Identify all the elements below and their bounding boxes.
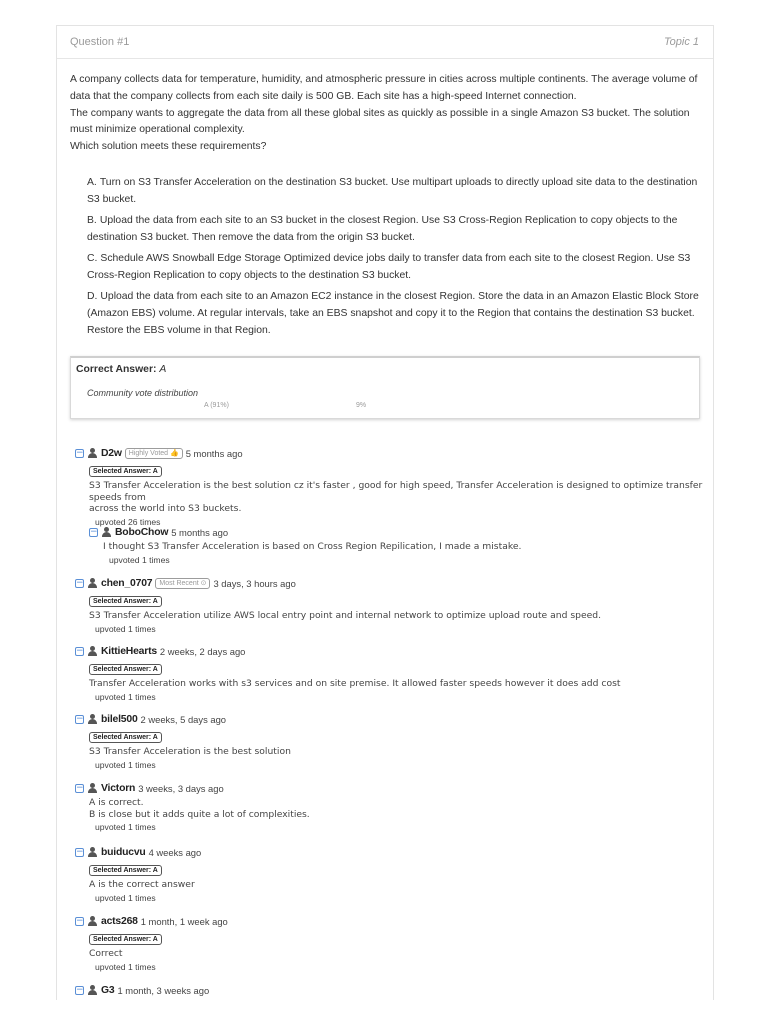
comment xyxy=(75,446,714,527)
comment-line: Transfer Acceleration works with s3 services and on site premise. It allowed faster speeds however it does add cost xyxy=(89,678,621,689)
vote-bar-other: 9% xyxy=(356,402,367,409)
upvote-count: upvoted 1 times xyxy=(109,554,170,565)
comment-header xyxy=(75,446,714,460)
comment-time: 2 weeks, 5 days ago xyxy=(140,713,227,725)
correct-answer-value: A xyxy=(159,364,167,375)
user-icon xyxy=(88,578,97,588)
upvote-count: upvoted 1 times xyxy=(95,892,156,903)
comment-header xyxy=(89,525,699,539)
comment-body xyxy=(89,797,695,820)
comment-body xyxy=(89,678,695,690)
comment xyxy=(75,576,695,634)
comment-line: S3 Transfer Acceleration is the best solution xyxy=(89,746,291,757)
question-paragraph: The company wants to aggregate the data from all these global sites as quickly as possible in a single Amazon S3 bucket. The solution must minimize operational complexity. xyxy=(70,107,690,136)
comment xyxy=(75,845,695,903)
upvote-count: upvoted 1 times xyxy=(95,822,156,832)
comment xyxy=(75,781,695,832)
comment-line: B is close but it adds quite a lot of complexities. xyxy=(89,808,310,820)
user-icon xyxy=(88,646,97,656)
comment-line: S3 Transfer Acceleration utilize AWS local entry point and internal network to optimize upload route and speed. xyxy=(89,610,602,621)
question-card xyxy=(56,25,714,1000)
comment-username[interactable]: G3 xyxy=(101,984,115,996)
comment-header xyxy=(75,712,695,726)
collapse-icon[interactable]: − xyxy=(90,526,98,537)
upvote-count: upvoted 1 times xyxy=(95,759,156,770)
comment-time: 5 months ago xyxy=(185,447,243,459)
comment-body xyxy=(89,610,695,622)
comment-username[interactable]: D2w xyxy=(101,447,122,459)
comment-username[interactable]: buiducvu xyxy=(101,846,146,858)
comment-time: 2 weeks, 2 days ago xyxy=(159,645,246,657)
vote-bar-a: A (91%) xyxy=(204,402,229,409)
comment-body xyxy=(103,541,699,553)
comment-header xyxy=(75,644,695,658)
comments-section xyxy=(57,26,713,1000)
choice-text: Schedule AWS Snowball Edge Storage Optimized device jobs daily to transfer data from each site to the closest Region. Use S3 Cross-Region Replication to copy objects to the destination S3 bucket. xyxy=(87,252,691,281)
selected-answer-badge: Selected Answer: A xyxy=(89,664,162,675)
comment-username[interactable]: Victorn xyxy=(101,782,136,794)
comment-header xyxy=(75,914,695,928)
comment xyxy=(75,914,695,972)
comment-body xyxy=(89,480,714,515)
comment-header xyxy=(75,576,695,590)
comment-username[interactable]: BoboChow xyxy=(115,526,169,538)
question-paragraph: A company collects data for temperature, humidity, and atmospheric pressure in cities across multiple continents. The average volume of data that the company collects from each site daily is 500 GB. Each site has a high-speed Internet connection. xyxy=(70,74,698,102)
selected-answer-badge: Selected Answer: A xyxy=(89,865,162,876)
collapse-icon[interactable]: − xyxy=(76,782,84,793)
selected-answer-badge: Selected Answer: A xyxy=(89,732,162,743)
selected-answer-badge: Selected Answer: A xyxy=(89,934,162,945)
most-recent-badge: Most Recent ⊙ xyxy=(155,578,210,589)
collapse-icon[interactable]: − xyxy=(76,645,84,656)
question-number: Question #1 xyxy=(70,36,130,48)
collapse-icon[interactable]: − xyxy=(76,846,84,857)
comment-line: A is correct. xyxy=(89,797,144,808)
user-icon xyxy=(88,985,97,995)
collapse-icon[interactable]: − xyxy=(76,713,84,724)
choice-text: Upload the data from each site to an S3 bucket in the closest Region. Use S3 Cross-Region Replication to copy objects to the destination S3 bucket. Then remove the data from the origin S3 bucket. xyxy=(87,214,678,243)
comment-header xyxy=(75,845,695,859)
user-icon xyxy=(88,916,97,926)
comment xyxy=(75,712,695,770)
comment-username[interactable]: bilel500 xyxy=(101,713,138,725)
highly-voted-badge: Highly Voted 👍 xyxy=(125,448,183,459)
user-icon xyxy=(88,847,97,857)
choice-letter: C. xyxy=(87,252,98,264)
comment-line: S3 Transfer Acceleration is the best solution cz it's faster , good for high speed, Transfer Acceleration is designed to optimize transfer speeds from xyxy=(89,480,703,503)
comment-body xyxy=(89,879,695,891)
choice-letter: D. xyxy=(87,290,98,302)
choice-letter: A. xyxy=(87,177,97,188)
comment xyxy=(75,983,695,997)
selected-answer-badge: Selected Answer: A xyxy=(89,466,162,477)
user-icon xyxy=(88,714,97,724)
correct-answer-label: Correct Answer: xyxy=(76,364,157,375)
comment-time: 5 months ago xyxy=(171,526,229,538)
comment-line: A is the correct answer xyxy=(89,879,195,890)
choice-letter: B. xyxy=(87,214,97,226)
comment-time: 3 days, 3 hours ago xyxy=(213,577,296,589)
comment-time: 1 month, 1 week ago xyxy=(140,915,228,927)
comment-line: I thought S3 Transfer Acceleration is based on Cross Region Repilication, I made a mistake. xyxy=(103,541,522,552)
vote-distribution-title: Community vote distribution xyxy=(87,388,199,398)
selected-answer-badge: Selected Answer: A xyxy=(89,596,162,607)
comment-header xyxy=(75,781,695,795)
comment-time: 1 month, 3 weeks ago xyxy=(117,984,210,996)
choice-text: Upload the data from each site to an Amazon EC2 instance in the closest Region. Store the data in an Amazon Elastic Block Store (Amazon EBS) volume. At regular intervals, take an EBS snapshot and copy it to the Region that contains the destination S3 bucket. Restore the EBS volume in that Region. xyxy=(87,290,699,336)
comment-reply xyxy=(89,525,699,565)
user-icon xyxy=(88,448,97,458)
comment-body xyxy=(89,948,695,960)
comment-body xyxy=(89,746,695,758)
collapse-icon[interactable]: − xyxy=(76,915,84,926)
comment-time: 4 weeks ago xyxy=(148,846,202,858)
upvote-count: upvoted 1 times xyxy=(95,691,156,702)
user-icon xyxy=(102,527,111,537)
comment-username[interactable]: KittieHearts xyxy=(101,645,157,657)
comment-line: Correct xyxy=(89,948,123,959)
upvote-count: upvoted 1 times xyxy=(95,623,156,634)
question-paragraph: Which solution meets these requirements? xyxy=(70,141,267,153)
choice-text: Turn on S3 Transfer Acceleration on the destination S3 bucket. Use multipart uploads to directly upload site data to the destination S3 bucket. xyxy=(87,177,698,205)
topic-label: Topic 1 xyxy=(663,36,699,48)
comment-username[interactable]: chen_0707 xyxy=(101,577,153,589)
upvote-count: upvoted 26 times xyxy=(95,516,161,527)
comment-line: across the world into S3 buckets. xyxy=(89,503,242,514)
collapse-icon[interactable]: − xyxy=(76,984,84,995)
collapse-icon[interactable]: − xyxy=(76,577,84,588)
user-icon xyxy=(88,783,97,793)
comment-time: 3 weeks, 3 days ago xyxy=(138,782,224,794)
comment-username[interactable]: acts268 xyxy=(101,915,138,927)
comment xyxy=(75,644,695,702)
collapse-icon[interactable]: − xyxy=(76,447,84,458)
comment-header xyxy=(75,983,695,997)
upvote-count: upvoted 1 times xyxy=(95,961,156,972)
